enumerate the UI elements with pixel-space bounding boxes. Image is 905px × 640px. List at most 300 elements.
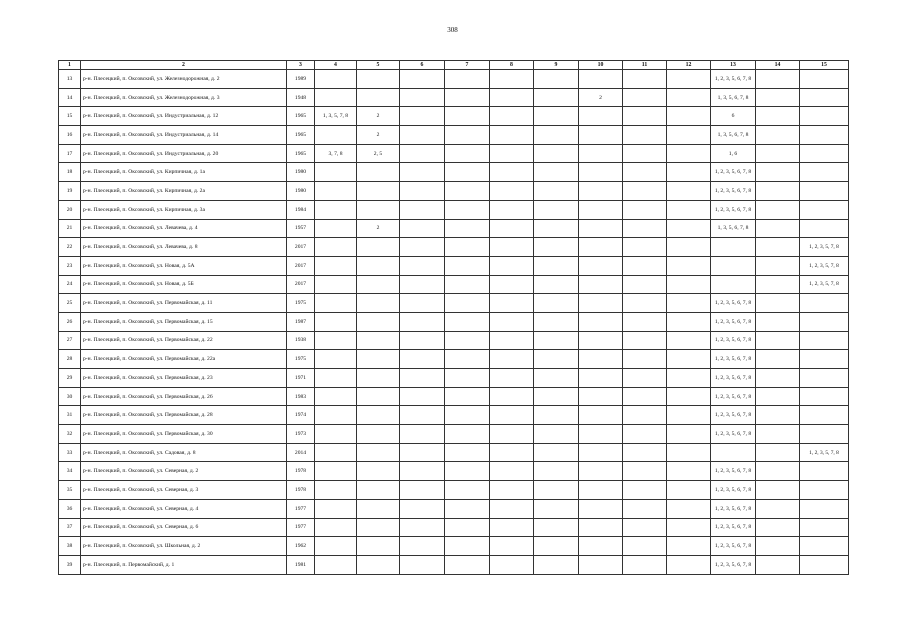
address-cell: р-н. Плесецкий, п. Оксовский, ул. Северная, д. 3 bbox=[81, 481, 287, 500]
row-number: 26 bbox=[59, 312, 81, 331]
col15-cell bbox=[800, 387, 849, 406]
col14-cell bbox=[756, 70, 800, 89]
col8-cell bbox=[490, 126, 534, 145]
address-cell: р-н. Плесецкий, п. Оксовский, ул. Новая, д. 5А bbox=[81, 256, 287, 275]
col12-cell bbox=[667, 499, 711, 518]
year-cell: 1975 bbox=[287, 350, 315, 369]
col9-cell bbox=[534, 200, 579, 219]
col5-cell: 2 bbox=[357, 126, 400, 145]
address-cell: р-н. Плесецкий, п. Оксовский, ул. Индустриальная, д. 20 bbox=[81, 144, 287, 163]
col6-cell bbox=[400, 88, 445, 107]
col13-cell bbox=[711, 443, 756, 462]
column-header-6: 6 bbox=[400, 61, 445, 70]
col13-cell bbox=[711, 275, 756, 294]
col9-cell bbox=[534, 518, 579, 537]
col5-cell bbox=[357, 238, 400, 257]
col9-cell bbox=[534, 144, 579, 163]
col9-cell bbox=[534, 182, 579, 201]
year-cell: 1984 bbox=[287, 200, 315, 219]
col15-cell bbox=[800, 88, 849, 107]
col9-cell bbox=[534, 369, 579, 388]
col10-cell bbox=[579, 481, 623, 500]
col13-cell: 1, 2, 3, 5, 6, 7, 8 bbox=[711, 462, 756, 481]
col12-cell bbox=[667, 443, 711, 462]
col15-cell bbox=[800, 350, 849, 369]
col13-cell: 1, 2, 3, 5, 6, 7, 8 bbox=[711, 537, 756, 556]
col14-cell bbox=[756, 481, 800, 500]
housing-table bbox=[58, 60, 849, 575]
col9-cell bbox=[534, 256, 579, 275]
col6-cell bbox=[400, 481, 445, 500]
col8-cell bbox=[490, 406, 534, 425]
address-cell: р-н. Плесецкий, п. Оксовский, ул. Первомайская, д. 26 bbox=[81, 387, 287, 406]
table-row bbox=[59, 182, 849, 201]
col14-cell bbox=[756, 163, 800, 182]
year-cell: 1962 bbox=[287, 537, 315, 556]
col13-cell: 6 bbox=[711, 107, 756, 126]
col12-cell bbox=[667, 182, 711, 201]
col14-cell bbox=[756, 275, 800, 294]
col8-cell bbox=[490, 555, 534, 574]
col15-cell bbox=[800, 425, 849, 444]
column-header-5: 5 bbox=[357, 61, 400, 70]
row-number: 34 bbox=[59, 462, 81, 481]
table-row bbox=[59, 555, 849, 574]
col14-cell bbox=[756, 425, 800, 444]
col11-cell bbox=[623, 182, 667, 201]
col12-cell bbox=[667, 350, 711, 369]
row-number: 33 bbox=[59, 443, 81, 462]
col12-cell bbox=[667, 200, 711, 219]
col15-cell bbox=[800, 107, 849, 126]
col5-cell bbox=[357, 256, 400, 275]
col8-cell bbox=[490, 182, 534, 201]
col10-cell bbox=[579, 70, 623, 89]
col5-cell bbox=[357, 481, 400, 500]
col10-cell bbox=[579, 387, 623, 406]
col12-cell bbox=[667, 275, 711, 294]
col8-cell bbox=[490, 518, 534, 537]
address-cell: р-н. Плесецкий, п. Оксовский, ул. Школьная, д. 2 bbox=[81, 537, 287, 556]
col6-cell bbox=[400, 406, 445, 425]
column-header-9: 9 bbox=[534, 61, 579, 70]
col11-cell bbox=[623, 537, 667, 556]
col14-cell bbox=[756, 144, 800, 163]
col10-cell bbox=[579, 443, 623, 462]
address-cell: р-н. Плесецкий, п. Оксовский, ул. Железнодорожная, д. 2 bbox=[81, 70, 287, 89]
col12-cell bbox=[667, 163, 711, 182]
table-row bbox=[59, 238, 849, 257]
col6-cell bbox=[400, 499, 445, 518]
col13-cell: 1, 2, 3, 5, 6, 7, 8 bbox=[711, 200, 756, 219]
col15-cell bbox=[800, 481, 849, 500]
col12-cell bbox=[667, 481, 711, 500]
col12-cell bbox=[667, 387, 711, 406]
col8-cell bbox=[490, 163, 534, 182]
col9-cell bbox=[534, 294, 579, 313]
table-row bbox=[59, 481, 849, 500]
address-cell: р-н. Плесецкий, п. Оксовский, ул. Первомайская, д. 15 bbox=[81, 312, 287, 331]
row-number: 14 bbox=[59, 88, 81, 107]
address-cell: р-н. Плесецкий, п. Первомайский, д. 1 bbox=[81, 555, 287, 574]
col14-cell bbox=[756, 350, 800, 369]
col10-cell bbox=[579, 369, 623, 388]
col14-cell bbox=[756, 499, 800, 518]
row-number: 16 bbox=[59, 126, 81, 145]
col11-cell bbox=[623, 443, 667, 462]
col4-cell bbox=[315, 481, 357, 500]
col9-cell bbox=[534, 275, 579, 294]
col7-cell bbox=[445, 200, 490, 219]
col5-cell bbox=[357, 70, 400, 89]
col7-cell bbox=[445, 462, 490, 481]
col8-cell bbox=[490, 256, 534, 275]
col7-cell bbox=[445, 312, 490, 331]
col11-cell bbox=[623, 70, 667, 89]
table-row bbox=[59, 443, 849, 462]
col7-cell bbox=[445, 481, 490, 500]
col4-cell bbox=[315, 70, 357, 89]
row-number: 28 bbox=[59, 350, 81, 369]
column-header-1: 1 bbox=[59, 61, 81, 70]
col12-cell bbox=[667, 331, 711, 350]
col13-cell: 1, 2, 3, 5, 6, 7, 8 bbox=[711, 406, 756, 425]
col7-cell bbox=[445, 163, 490, 182]
col11-cell bbox=[623, 369, 667, 388]
col11-cell bbox=[623, 144, 667, 163]
address-cell: р-н. Плесецкий, п. Оксовский, ул. Новая, д. 5Б bbox=[81, 275, 287, 294]
row-number: 15 bbox=[59, 107, 81, 126]
col10-cell bbox=[579, 537, 623, 556]
col14-cell bbox=[756, 555, 800, 574]
col14-cell bbox=[756, 518, 800, 537]
col6-cell bbox=[400, 518, 445, 537]
col5-cell bbox=[357, 537, 400, 556]
col6-cell bbox=[400, 425, 445, 444]
col8-cell bbox=[490, 481, 534, 500]
address-cell: р-н. Плесецкий, п. Оксовский, ул. Индустриальная, д. 12 bbox=[81, 107, 287, 126]
col6-cell bbox=[400, 70, 445, 89]
col7-cell bbox=[445, 369, 490, 388]
year-cell: 2014 bbox=[287, 443, 315, 462]
col7-cell bbox=[445, 537, 490, 556]
address-cell: р-н. Плесецкий, п. Оксовский, ул. Северная, д. 2 bbox=[81, 462, 287, 481]
col12-cell bbox=[667, 425, 711, 444]
col10-cell bbox=[579, 312, 623, 331]
col6-cell bbox=[400, 275, 445, 294]
column-header-8: 8 bbox=[490, 61, 534, 70]
col10-cell bbox=[579, 350, 623, 369]
col7-cell bbox=[445, 238, 490, 257]
col9-cell bbox=[534, 387, 579, 406]
row-number: 17 bbox=[59, 144, 81, 163]
col12-cell bbox=[667, 406, 711, 425]
address-cell: р-н. Плесецкий, п. Оксовский, ул. Первомайская, д. 22а bbox=[81, 350, 287, 369]
col12-cell bbox=[667, 312, 711, 331]
col12-cell bbox=[667, 294, 711, 313]
col5-cell bbox=[357, 294, 400, 313]
col6-cell bbox=[400, 331, 445, 350]
col14-cell bbox=[756, 256, 800, 275]
col15-cell: 1, 2, 3, 5, 7, 8 bbox=[800, 238, 849, 257]
row-number: 25 bbox=[59, 294, 81, 313]
col5-cell bbox=[357, 88, 400, 107]
year-cell: 1973 bbox=[287, 425, 315, 444]
table-row bbox=[59, 387, 849, 406]
col14-cell bbox=[756, 462, 800, 481]
col8-cell bbox=[490, 219, 534, 238]
col10-cell bbox=[579, 406, 623, 425]
col5-cell bbox=[357, 555, 400, 574]
year-cell: 1989 bbox=[287, 70, 315, 89]
year-cell: 1977 bbox=[287, 518, 315, 537]
row-number: 29 bbox=[59, 369, 81, 388]
row-number: 30 bbox=[59, 387, 81, 406]
col8-cell bbox=[490, 107, 534, 126]
col9-cell bbox=[534, 555, 579, 574]
col6-cell bbox=[400, 200, 445, 219]
col5-cell: 2 bbox=[357, 107, 400, 126]
col12-cell bbox=[667, 256, 711, 275]
col11-cell bbox=[623, 200, 667, 219]
table-row bbox=[59, 462, 849, 481]
col5-cell bbox=[357, 443, 400, 462]
col5-cell bbox=[357, 369, 400, 388]
col10-cell bbox=[579, 144, 623, 163]
col11-cell bbox=[623, 219, 667, 238]
col12-cell bbox=[667, 369, 711, 388]
col13-cell: 1, 2, 3, 5, 6, 7, 8 bbox=[711, 481, 756, 500]
col8-cell bbox=[490, 312, 534, 331]
year-cell: 1965 bbox=[287, 107, 315, 126]
row-number: 24 bbox=[59, 275, 81, 294]
table-row bbox=[59, 312, 849, 331]
col6-cell bbox=[400, 238, 445, 257]
table-row bbox=[59, 256, 849, 275]
col6-cell bbox=[400, 163, 445, 182]
table-row bbox=[59, 406, 849, 425]
col4-cell bbox=[315, 163, 357, 182]
col5-cell bbox=[357, 462, 400, 481]
col11-cell bbox=[623, 499, 667, 518]
col8-cell bbox=[490, 537, 534, 556]
col8-cell bbox=[490, 294, 534, 313]
col13-cell: 1, 2, 3, 5, 6, 7, 8 bbox=[711, 182, 756, 201]
address-cell: р-н. Плесецкий, п. Оксовский, ул. Кирпичная, д. 3а bbox=[81, 200, 287, 219]
col7-cell bbox=[445, 88, 490, 107]
col4-cell bbox=[315, 537, 357, 556]
table-row bbox=[59, 294, 849, 313]
col7-cell bbox=[445, 406, 490, 425]
col4-cell bbox=[315, 387, 357, 406]
year-cell: 1977 bbox=[287, 499, 315, 518]
row-number: 19 bbox=[59, 182, 81, 201]
col11-cell bbox=[623, 555, 667, 574]
col13-cell: 1, 2, 3, 5, 6, 7, 8 bbox=[711, 294, 756, 313]
col6-cell bbox=[400, 537, 445, 556]
table-row bbox=[59, 88, 849, 107]
col12-cell bbox=[667, 144, 711, 163]
col13-cell bbox=[711, 256, 756, 275]
col6-cell bbox=[400, 256, 445, 275]
col13-cell: 1, 2, 3, 5, 6, 7, 8 bbox=[711, 70, 756, 89]
col15-cell bbox=[800, 406, 849, 425]
col14-cell bbox=[756, 294, 800, 313]
row-number: 21 bbox=[59, 219, 81, 238]
col10-cell bbox=[579, 462, 623, 481]
table-row bbox=[59, 425, 849, 444]
col11-cell bbox=[623, 350, 667, 369]
column-header-7: 7 bbox=[445, 61, 490, 70]
col15-cell bbox=[800, 126, 849, 145]
col7-cell bbox=[445, 518, 490, 537]
col13-cell: 1, 3, 5, 6, 7, 8 bbox=[711, 219, 756, 238]
col10-cell bbox=[579, 499, 623, 518]
column-header-10: 10 bbox=[579, 61, 623, 70]
row-number: 27 bbox=[59, 331, 81, 350]
col11-cell bbox=[623, 256, 667, 275]
col7-cell bbox=[445, 387, 490, 406]
col4-cell bbox=[315, 499, 357, 518]
col14-cell bbox=[756, 200, 800, 219]
col15-cell bbox=[800, 331, 849, 350]
col6-cell bbox=[400, 126, 445, 145]
year-cell: 2017 bbox=[287, 256, 315, 275]
col15-cell bbox=[800, 294, 849, 313]
col5-cell bbox=[357, 331, 400, 350]
table-row bbox=[59, 518, 849, 537]
col10-cell bbox=[579, 256, 623, 275]
col12-cell bbox=[667, 126, 711, 145]
table-row bbox=[59, 107, 849, 126]
col5-cell bbox=[357, 499, 400, 518]
col10-cell bbox=[579, 126, 623, 145]
col15-cell bbox=[800, 369, 849, 388]
year-cell: 1978 bbox=[287, 462, 315, 481]
table-row bbox=[59, 537, 849, 556]
col7-cell bbox=[445, 256, 490, 275]
col4-cell bbox=[315, 200, 357, 219]
col8-cell bbox=[490, 70, 534, 89]
col5-cell bbox=[357, 200, 400, 219]
col14-cell bbox=[756, 443, 800, 462]
address-cell: р-н. Плесецкий, п. Оксовский, ул. Левачева, д. 4 bbox=[81, 219, 287, 238]
col8-cell bbox=[490, 462, 534, 481]
col15-cell bbox=[800, 144, 849, 163]
col6-cell bbox=[400, 182, 445, 201]
table-row bbox=[59, 70, 849, 89]
year-cell: 2017 bbox=[287, 275, 315, 294]
col11-cell bbox=[623, 126, 667, 145]
column-header-2: 2 bbox=[81, 61, 287, 70]
column-header-13: 13 bbox=[711, 61, 756, 70]
row-number: 37 bbox=[59, 518, 81, 537]
col12-cell bbox=[667, 518, 711, 537]
col5-cell bbox=[357, 182, 400, 201]
col5-cell bbox=[357, 387, 400, 406]
table-row bbox=[59, 369, 849, 388]
col11-cell bbox=[623, 88, 667, 107]
col4-cell bbox=[315, 256, 357, 275]
col7-cell bbox=[445, 107, 490, 126]
row-number: 39 bbox=[59, 555, 81, 574]
col4-cell bbox=[315, 275, 357, 294]
col6-cell bbox=[400, 350, 445, 369]
col11-cell bbox=[623, 294, 667, 313]
col14-cell bbox=[756, 88, 800, 107]
address-cell: р-н. Плесецкий, п. Оксовский, ул. Железнодорожная, д. 3 bbox=[81, 88, 287, 107]
col4-cell bbox=[315, 331, 357, 350]
col5-cell: 2, 5 bbox=[357, 144, 400, 163]
col13-cell: 1, 3, 5, 6, 7, 8 bbox=[711, 88, 756, 107]
col13-cell: 1, 2, 3, 5, 6, 7, 8 bbox=[711, 163, 756, 182]
col4-cell: 1, 3, 5, 7, 8 bbox=[315, 107, 357, 126]
col10-cell bbox=[579, 425, 623, 444]
col8-cell bbox=[490, 238, 534, 257]
col4-cell bbox=[315, 219, 357, 238]
table-row bbox=[59, 200, 849, 219]
col12-cell bbox=[667, 555, 711, 574]
row-number: 13 bbox=[59, 70, 81, 89]
col10-cell bbox=[579, 555, 623, 574]
col5-cell bbox=[357, 275, 400, 294]
col10-cell bbox=[579, 331, 623, 350]
address-cell: р-н. Плесецкий, п. Оксовский, ул. Первомайская, д. 22 bbox=[81, 331, 287, 350]
row-number: 32 bbox=[59, 425, 81, 444]
col13-cell bbox=[711, 238, 756, 257]
col7-cell bbox=[445, 126, 490, 145]
col7-cell bbox=[445, 555, 490, 574]
col6-cell bbox=[400, 387, 445, 406]
col13-cell: 1, 2, 3, 5, 6, 7, 8 bbox=[711, 387, 756, 406]
col4-cell bbox=[315, 126, 357, 145]
table-row bbox=[59, 275, 849, 294]
row-number: 23 bbox=[59, 256, 81, 275]
table-row bbox=[59, 499, 849, 518]
column-header-11: 11 bbox=[623, 61, 667, 70]
col11-cell bbox=[623, 107, 667, 126]
col5-cell bbox=[357, 163, 400, 182]
row-number: 35 bbox=[59, 481, 81, 500]
col14-cell bbox=[756, 387, 800, 406]
col9-cell bbox=[534, 443, 579, 462]
col9-cell bbox=[534, 350, 579, 369]
col13-cell: 1, 2, 3, 5, 6, 7, 8 bbox=[711, 555, 756, 574]
year-cell: 1965 bbox=[287, 144, 315, 163]
col7-cell bbox=[445, 294, 490, 313]
col11-cell bbox=[623, 312, 667, 331]
row-number: 36 bbox=[59, 499, 81, 518]
col11-cell bbox=[623, 331, 667, 350]
col11-cell bbox=[623, 518, 667, 537]
row-number: 31 bbox=[59, 406, 81, 425]
col5-cell bbox=[357, 425, 400, 444]
col8-cell bbox=[490, 200, 534, 219]
col4-cell: 3, 7, 8 bbox=[315, 144, 357, 163]
col15-cell: 1, 2, 3, 5, 7, 8 bbox=[800, 256, 849, 275]
col7-cell bbox=[445, 70, 490, 89]
col15-cell bbox=[800, 555, 849, 574]
col14-cell bbox=[756, 219, 800, 238]
col9-cell bbox=[534, 219, 579, 238]
col12-cell bbox=[667, 537, 711, 556]
col6-cell bbox=[400, 144, 445, 163]
address-cell: р-н. Плесецкий, п. Оксовский, ул. Первомайская, д. 23 bbox=[81, 369, 287, 388]
col14-cell bbox=[756, 406, 800, 425]
year-cell: 1971 bbox=[287, 369, 315, 388]
col9-cell bbox=[534, 425, 579, 444]
col4-cell bbox=[315, 312, 357, 331]
